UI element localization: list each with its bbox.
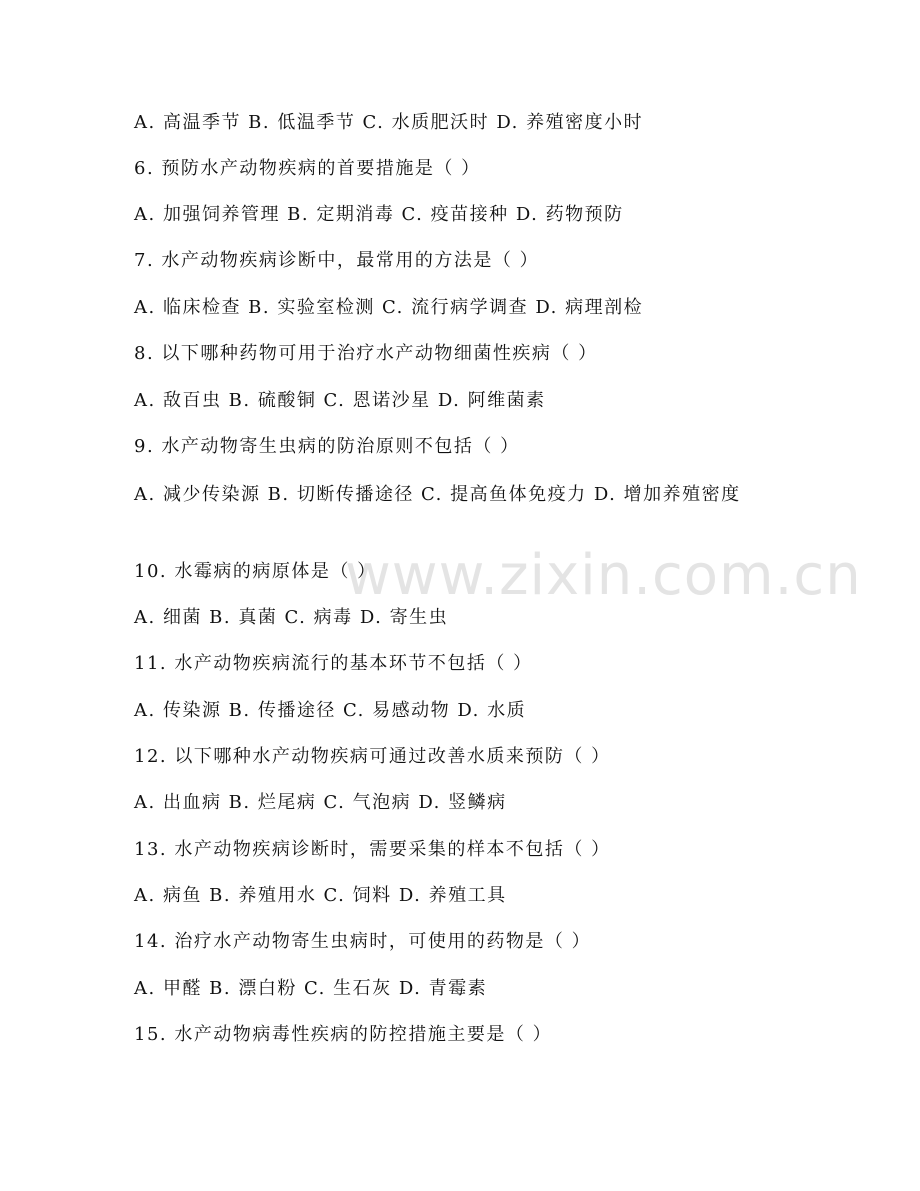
question-12: 12. 以下哪种水产动物疾病可通过改善水质来预防（ ） [134, 746, 611, 767]
options-q11: A. 传染源 B. 传播途径 C. 易感动物 D. 水质 [134, 700, 527, 721]
options-q13: A. 病鱼 B. 养殖用水 C. 饲料 D. 养殖工具 [134, 885, 507, 906]
question-14: 14. 治疗水产动物寄生虫病时，可使用的药物是（ ） [134, 931, 592, 952]
options-q9: A. 减少传染源 B. 切断传播途径 C. 提高鱼体免疫力 D. 增加养殖密度 [134, 484, 741, 505]
options-q5: A. 高温季节 B. 低温季节 C. 水质肥沃时 D. 养殖密度小时 [134, 112, 644, 133]
options-q6: A. 加强饲养管理 B. 定期消毒 C. 疫苗接种 D. 药物预防 [134, 204, 624, 225]
options-q10: A. 细菌 B. 真菌 C. 病毒 D. 寄生虫 [134, 607, 449, 628]
question-8: 8. 以下哪种药物可用于治疗水产动物细菌性疾病（ ） [134, 343, 598, 364]
question-11: 11. 水产动物疾病流行的基本环节不包括（ ） [134, 653, 533, 674]
question-9: 9. 水产动物寄生虫病的防治原则不包括（ ） [134, 436, 520, 457]
options-q14: A. 甲醛 B. 漂白粉 C. 生石灰 D. 青霉素 [134, 978, 488, 999]
options-q12: A. 出血病 B. 烂尾病 C. 气泡病 D. 竖鳞病 [134, 792, 507, 813]
options-q7: A. 临床检查 B. 实验室检测 C. 流行病学调查 D. 病理剖检 [134, 297, 644, 318]
options-q8: A. 敌百虫 B. 硫酸铜 C. 恩诺沙星 D. 阿维菌素 [134, 390, 546, 411]
question-15: 15. 水产动物病毒性疾病的防控措施主要是（ ） [134, 1024, 553, 1045]
question-7: 7. 水产动物疾病诊断中，最常用的方法是（ ） [134, 250, 540, 271]
watermark: www.zixin.com.cn [345, 543, 862, 608]
question-6: 6. 预防水产动物疾病的首要措施是（ ） [134, 158, 481, 179]
question-13: 13. 水产动物疾病诊断时，需要采集的样本不包括（ ） [134, 839, 611, 860]
question-10: 10. 水霉病的病原体是（ ） [134, 561, 377, 582]
